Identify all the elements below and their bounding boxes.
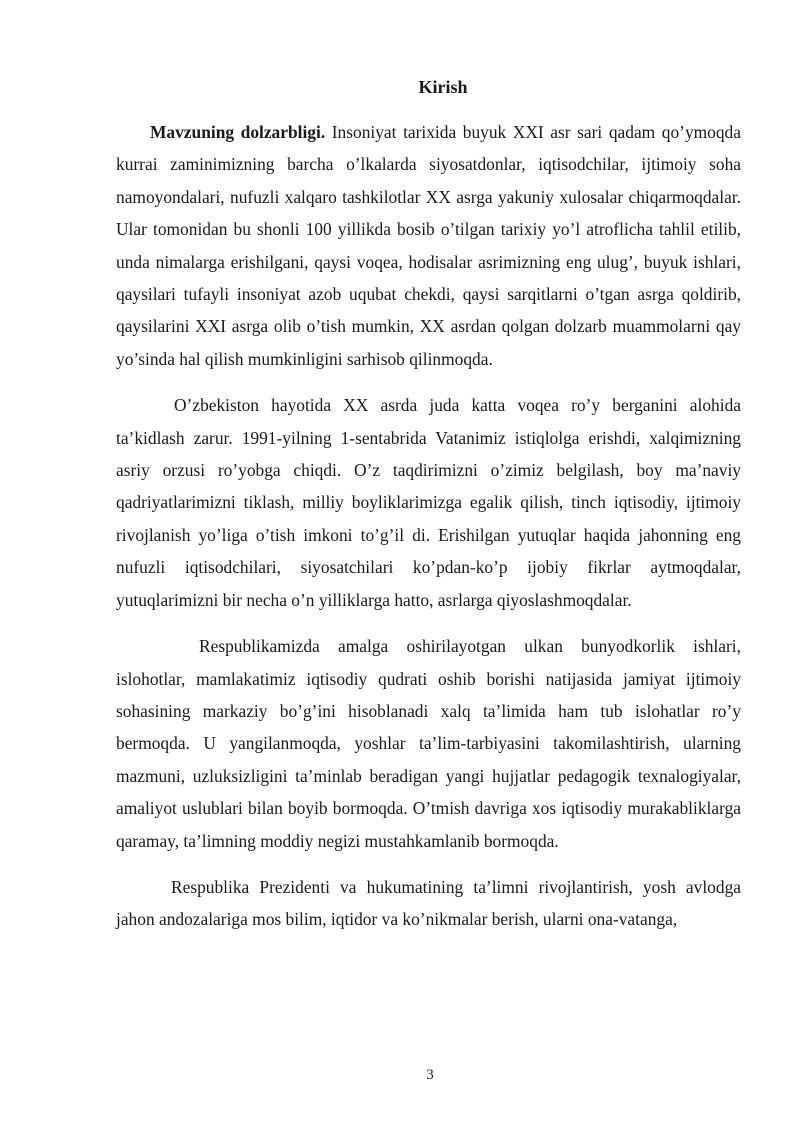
paragraph-text: Insoniyat tarixida buyuk XXI asr sari qadam qo’ymoqda kurrai zaminimizning barcha o’lkalarda siyosatdonlar, iqtisodchilar, ijtimoiy soha namoyondalari, nufuzli xalqaro tashkilotlar XX asrga yakuniy xulosalar chiqarmoqdalar. Ular tomonidan bu shonli 100 yillikda bosib o’tilgan tarixiy yo’l atroflicha tahlil etilib, unda nimalarga erishilgani, qaysi voqea, hodisalar asrimizning eng ulug’, buyuk ishlari, qaysilari tufayli insoniyat azob uqubat chekdi, qaysi sarqitlarni o’tgan asrga qoldirib, qaysilarini XXI asrga olib o’tish mumkin, XX asrdan qolgan dolzarb muammolarni qay yo’sinda hal qilish mumkinligini sarhisob qilinmoqda. xyxy=(116,122,741,369)
page-number: 3 xyxy=(426,1067,434,1083)
page-title: Kirish xyxy=(418,77,468,97)
paragraph-independence: O’zbekiston hayotida XX asrda juda katta voqea ro’y berganini alohida ta’kidlash zarur. 1991-yilning 1-sentabrida Vatanimiz istiqlolga erishdi, xalqimizning asriy orzusi ro’yobga chiqdi. O’z taqdirimizni o’zimiz belgilash, boy ma’naviy qadriyatlarimizni tiklash, milliy boyliklarimizga egalik qilish, tinch iqtisodiy, ijtimoiy rivojlanish yo’liga o’tish imkoni to’g’il di. Erishilgan yutuqlar haqida jahonning eng nufuzli iqtisodchilari, siyosatchilari ko’pdan-ko’p ijobiy fikrlar aytmoqdalar, yutuqlarimizni bir necha o’n yilliklarga hatto, asrlarga qiyoslashmoqdalar. xyxy=(116,395,741,610)
paragraph-relevance xyxy=(116,116,741,375)
paragraph-education-reforms: Respublikamizda amalga oshirilayotgan ulkan bunyodkorlik ishlari, islohotlar, mamlakatimiz iqtisodiy qudrati oshib borishi natijasida jamiyat ijtimoiy sohasining markaziy bo’g’ini hisoblanadi xalq ta’limida ham tub islohatlar ro’y bermoqda. U yangilanmoqda, yoshlar ta’lim-tarbiyasini takomilashtirish, ularning mazmuni, uzluksizligini ta’minlab beradigan yangi hujjatlar pedagogik texnalogiyalar, amaliyot uslublari bilan boyib bormoqda. O’tmish davriga xos iqtisodiy murakabliklarga qaramay, ta’limning moddiy negizi mustahkamlanib bormoqda. xyxy=(116,636,741,851)
paragraph-government-policy: Respublika Prezidenti va hukumatining ta’limni rivojlantirish, yosh avlodga jahon andozalariga mos bilim, iqtidor va ko’nikmalar berish, ularni ona-vatanga, xyxy=(116,876,741,930)
section-lead: Mavzuning dolzarbligi. xyxy=(150,122,326,142)
document-body xyxy=(116,116,741,936)
